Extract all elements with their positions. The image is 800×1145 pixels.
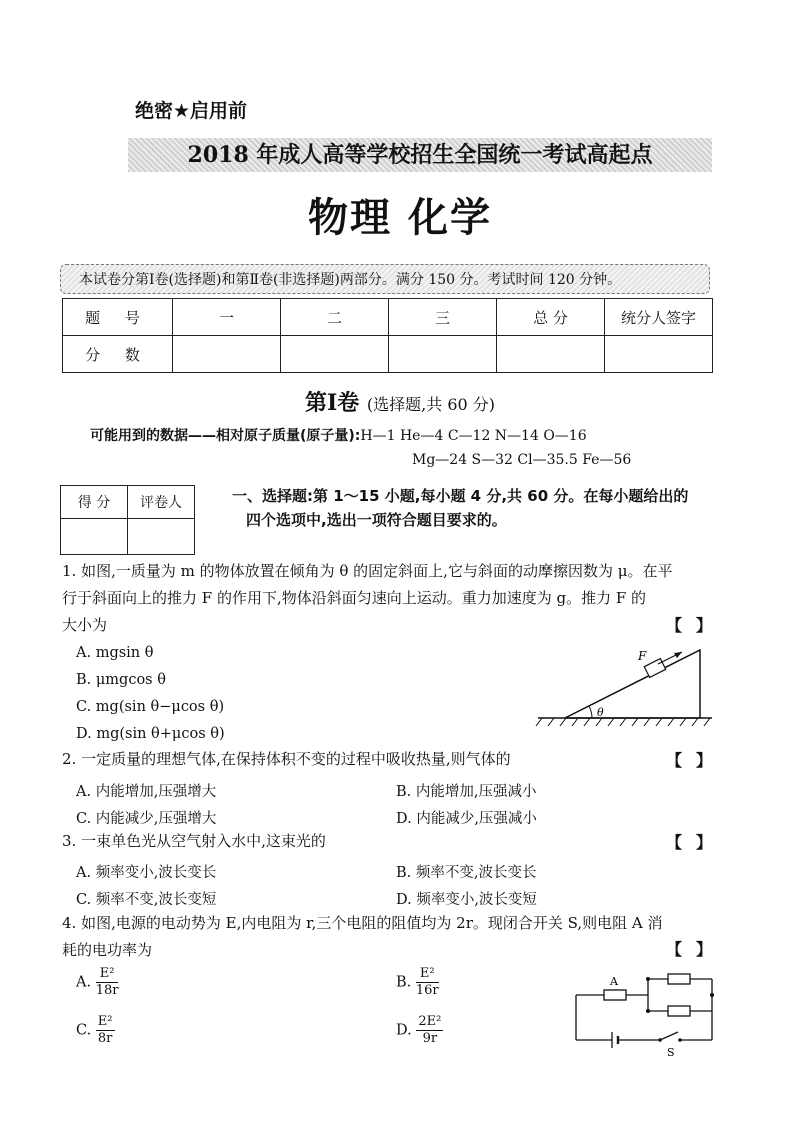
- q1-option-d: D. mg(sin θ+μcos θ): [76, 726, 225, 742]
- atomic-mass-line2: Mg—24 S—32 Cl—35.5 Fe—56: [412, 452, 632, 468]
- score-cell: 分 数: [63, 336, 173, 373]
- grader-score-label: 得 分: [61, 486, 128, 519]
- denominator: 18r: [95, 983, 119, 998]
- score-cell: [605, 336, 713, 373]
- atomic-mass-label: 可能用到的数据——相对原子质量(原子量):: [90, 428, 361, 444]
- q1-option-c: C. mg(sin θ−μcos θ): [76, 699, 225, 715]
- numerator: E²: [96, 966, 119, 983]
- switch-contact: [678, 1038, 682, 1042]
- confidential-label: 绝密★启用前: [135, 100, 248, 122]
- q2-option-d: D. 内能减少,压强减小: [396, 811, 537, 827]
- question-4-stem: [62, 910, 742, 964]
- exam-instructions: 本试卷分第Ⅰ卷(选择题)和第Ⅱ卷(非选择题)两部分。满分 150 分。考试时间 120 分钟。: [60, 264, 710, 294]
- score-table-header-row: [63, 299, 713, 336]
- section-instructions-line2: 四个选项中,选出一项符合题目要求的。: [246, 511, 507, 529]
- incline-figure: [530, 640, 720, 730]
- junction-dot: [646, 977, 650, 981]
- q4-option-c: [76, 1014, 115, 1047]
- grader-reviewer-label: 评卷人: [128, 486, 195, 519]
- denominator: 16r: [415, 983, 439, 998]
- q2-option-c: C. 内能减少,压强增大: [76, 811, 217, 827]
- score-cell: 总 分: [497, 299, 605, 336]
- q1-line3: 大小为: [62, 616, 108, 634]
- question-1-stem: [62, 558, 742, 639]
- q3-option-a: A. 频率变小,波长变长: [76, 865, 217, 881]
- score-cell: 题 号: [63, 299, 173, 336]
- atomic-mass-data: [90, 424, 631, 472]
- grader-table: [60, 485, 195, 555]
- switch-blade: [660, 1032, 678, 1040]
- part-title-main: 第Ⅰ卷: [304, 390, 360, 416]
- q3-option-c: C. 频率不变,波长变短: [76, 892, 217, 908]
- answer-bracket: 【】: [666, 616, 727, 635]
- grader-cell: [61, 519, 128, 555]
- numerator: 2E²: [418, 1014, 442, 1029]
- resistor: [668, 1006, 690, 1016]
- part-title: [0, 386, 800, 417]
- answer-bracket: 【】: [666, 940, 727, 959]
- score-cell: 二: [281, 299, 389, 336]
- q4-option-d-fraction: [416, 1014, 443, 1047]
- score-cell: [389, 336, 497, 373]
- q1-option-a: A. mgsin θ: [76, 645, 154, 661]
- subject-title: 物理 化学: [308, 195, 492, 241]
- q4-option-a-label: A.: [76, 974, 92, 991]
- angle-arc: [589, 706, 592, 718]
- score-cell: [173, 336, 281, 373]
- q1-line1: 1. 如图,一质量为 m 的物体放置在倾角为 θ 的固定斜面上,它与斜面的动摩擦因数为 μ。在平: [62, 562, 673, 580]
- circuit-figure: [568, 966, 720, 1060]
- score-cell: 一: [173, 299, 281, 336]
- resistor: [668, 974, 690, 984]
- incline-triangle: [565, 650, 700, 718]
- resistor-a: [604, 990, 626, 1000]
- score-cell: [497, 336, 605, 373]
- score-table: [62, 298, 713, 373]
- resistor-a-label: A: [610, 975, 618, 988]
- answer-bracket: 【】: [666, 833, 727, 852]
- switch-contact: [658, 1038, 662, 1042]
- q4-option-a: [76, 966, 118, 999]
- junction-dot: [710, 993, 714, 997]
- q4-option-b-label: B.: [396, 974, 412, 991]
- angle-label: θ: [597, 706, 604, 719]
- q2-option-a: A. 内能增加,压强增大: [76, 784, 217, 800]
- q4-option-c-fraction: [96, 1014, 115, 1047]
- ground-hatching: [536, 718, 710, 726]
- force-arrowhead: [674, 652, 682, 658]
- part-title-sub: (选择题,共 60 分): [366, 395, 496, 414]
- answer-bracket: 【】: [666, 751, 727, 770]
- q4-option-d: [396, 1014, 443, 1047]
- q3-option-d: D. 频率变小,波长变短: [396, 892, 537, 908]
- numerator: E²: [416, 966, 439, 983]
- section-instructions: [232, 484, 722, 532]
- question-3-stem: 3. 一束单色光从空气射入水中,这束光的: [62, 832, 326, 850]
- denominator: 8r: [97, 1031, 113, 1046]
- junction-dot: [646, 1009, 650, 1013]
- q1-line2: 行于斜面向上的推力 F 的作用下,物体沿斜面匀速向上运动。重力加速度为 g。推力 F 的: [62, 589, 647, 607]
- score-cell: 三: [389, 299, 497, 336]
- q1-option-b: B. μmgcos θ: [76, 672, 166, 688]
- q4-line1: 4. 如图,电源的电动势为 E,内电阻为 r,三个电阻的阻值均为 2r。现闭合开关 S,则电阻 A 消: [62, 914, 663, 932]
- q4-option-c-label: C.: [76, 1022, 92, 1039]
- atomic-mass-line1: H—1 He—4 C—12 N—14 O—16: [360, 428, 587, 444]
- q4-option-b-fraction: [416, 966, 439, 999]
- grader-cell: [128, 519, 195, 555]
- q2-option-b: B. 内能增加,压强减小: [396, 784, 537, 800]
- q4-option-b: [396, 966, 439, 999]
- section-instructions-line1: 一、选择题:第 1～15 小题,每小题 4 分,共 60 分。在每小题给出的: [232, 487, 689, 505]
- switch-label: S: [667, 1046, 675, 1059]
- q4-option-a-fraction: [96, 966, 119, 999]
- denominator: 9r: [422, 1031, 438, 1046]
- exam-title: 2018 年成人高等学校招生全国统一考试高起点: [128, 138, 712, 172]
- q3-option-b: B. 频率不变,波长变长: [396, 865, 537, 881]
- question-2-stem: 2. 一定质量的理想气体,在保持体积不变的过程中吸收热量,则气体的: [62, 750, 511, 768]
- force-label: F: [638, 649, 647, 663]
- numerator: E²: [97, 1014, 113, 1029]
- score-cell: [281, 336, 389, 373]
- score-cell: 统分人签字: [605, 299, 713, 336]
- score-table-value-row: [63, 336, 713, 373]
- q4-line2: 耗的电功率为: [62, 941, 153, 959]
- q4-option-d-label: D.: [396, 1022, 412, 1039]
